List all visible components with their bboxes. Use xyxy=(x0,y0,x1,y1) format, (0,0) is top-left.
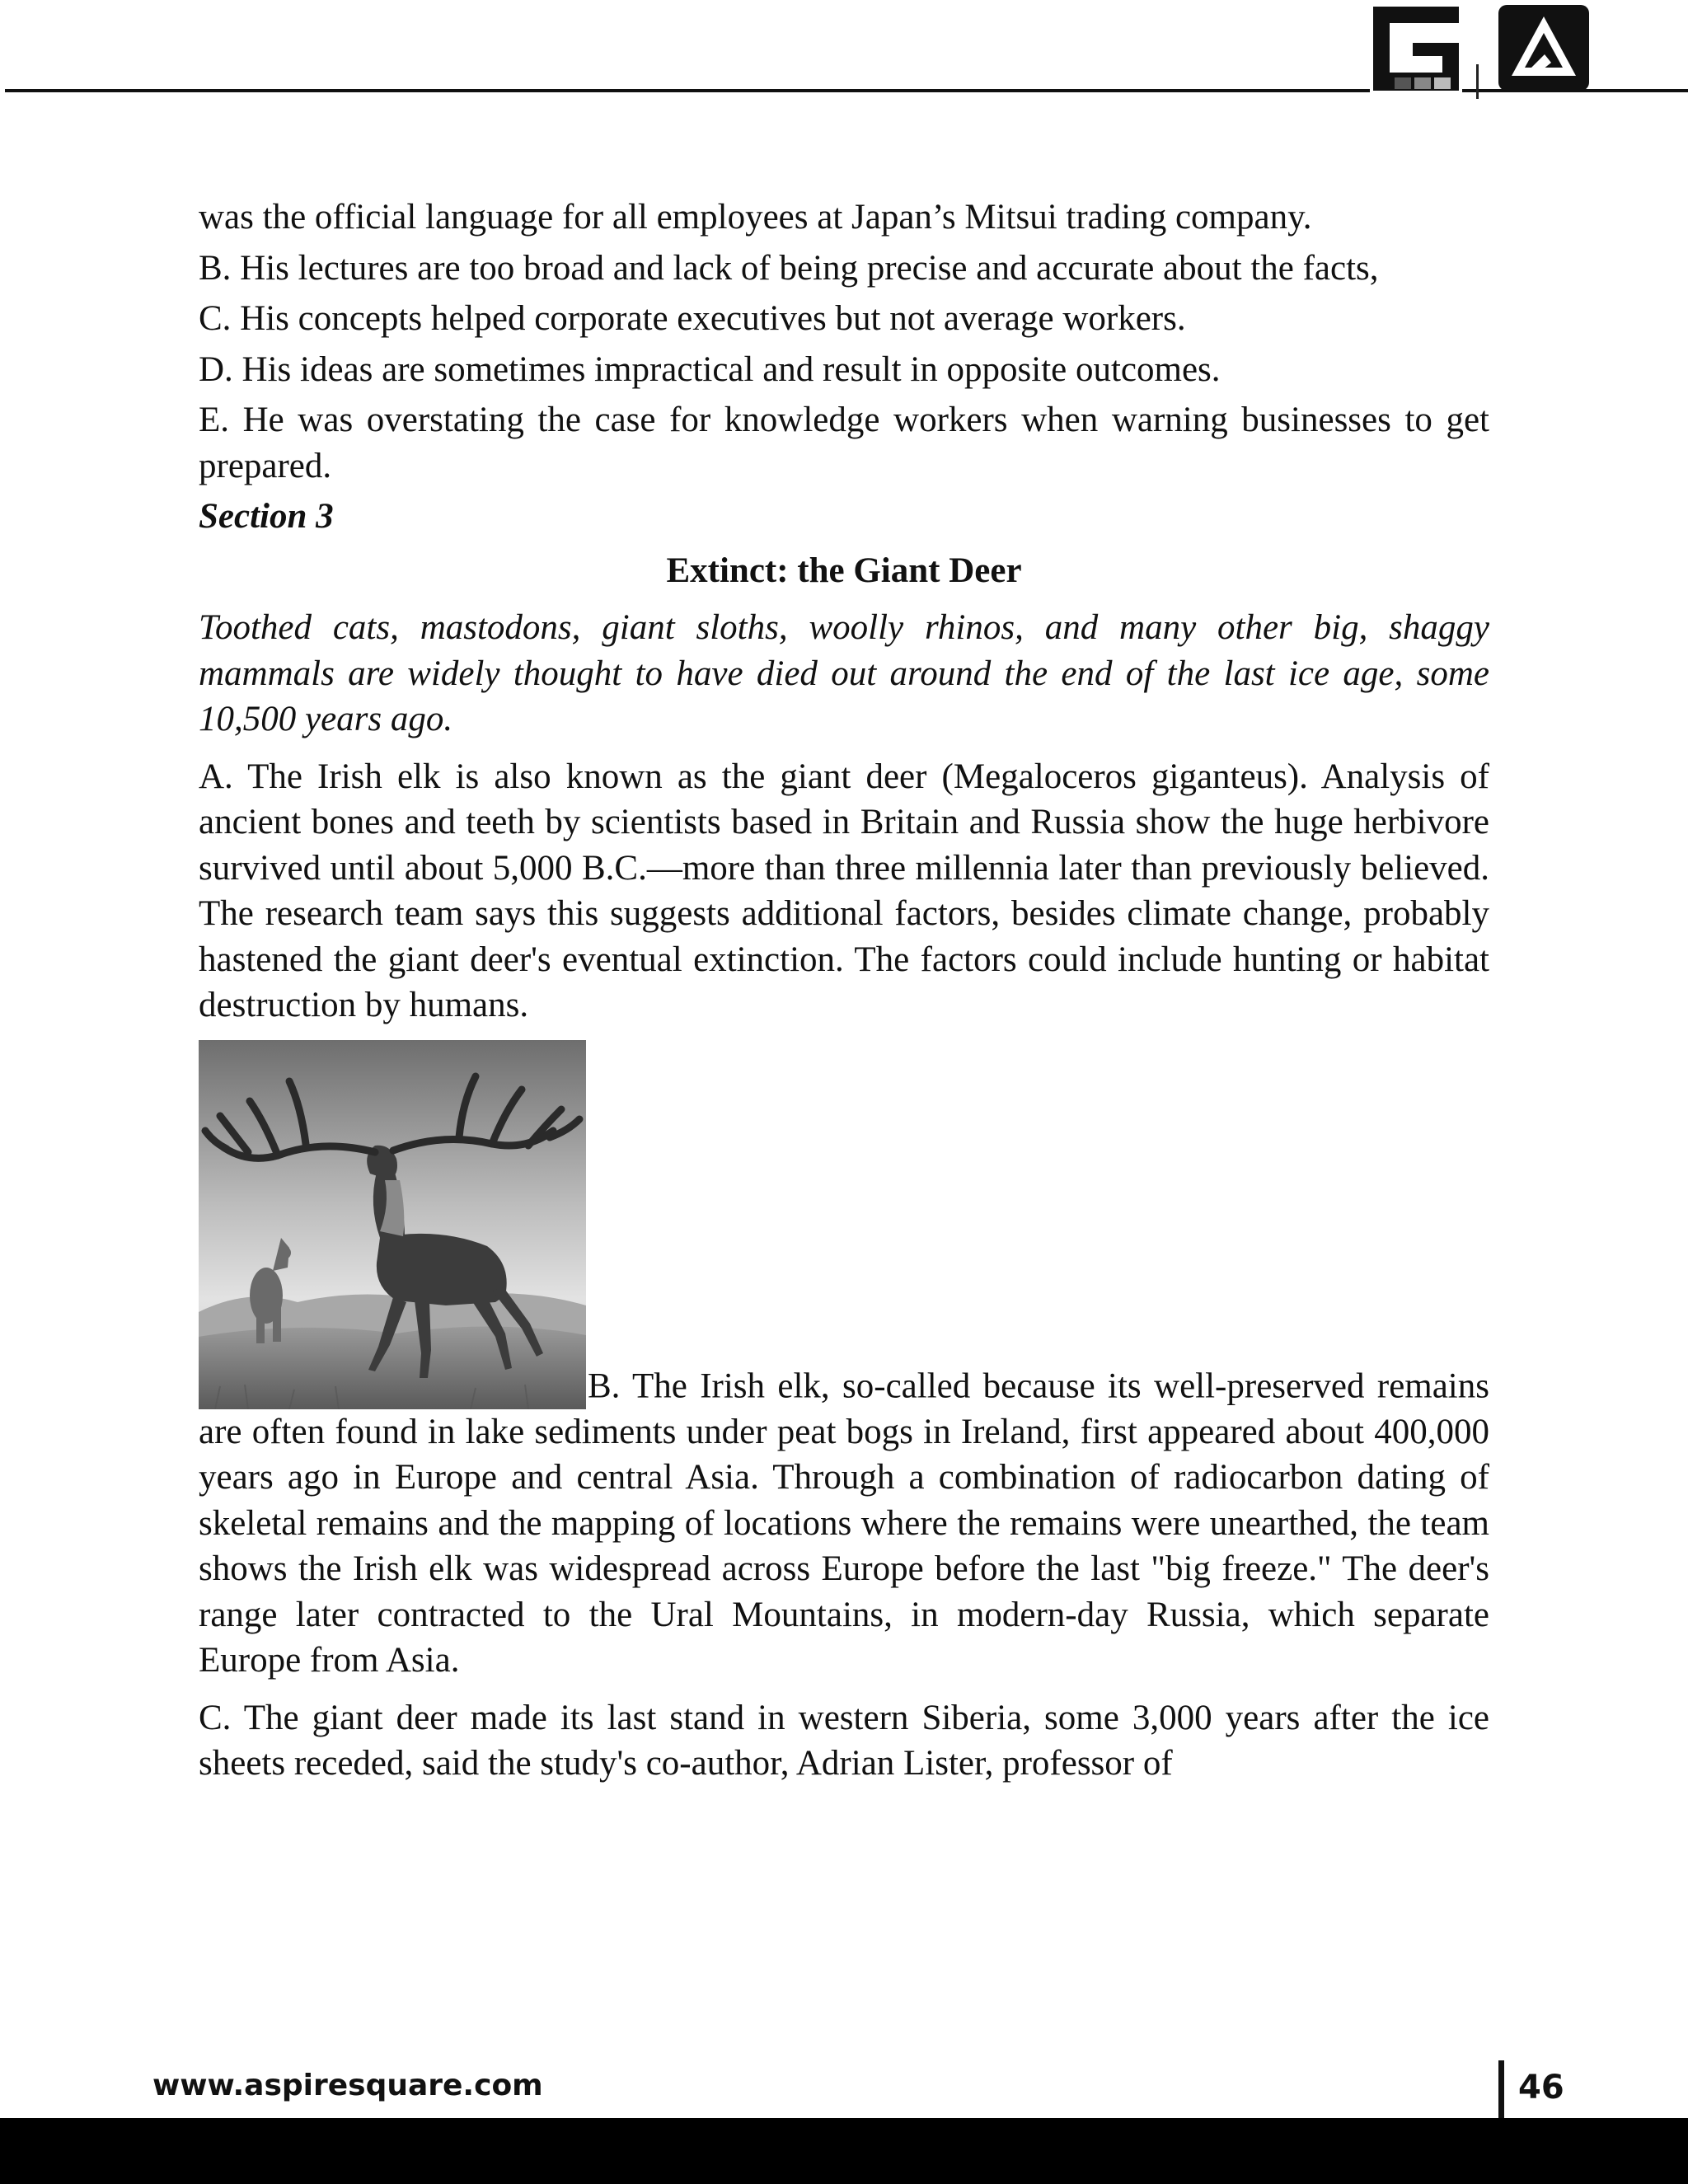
section-label: Section 3 xyxy=(199,497,334,536)
brand-logo-icon xyxy=(1370,3,1462,94)
logo-divider xyxy=(1476,64,1479,99)
triangle-logo-icon xyxy=(1498,5,1589,91)
footer-url: www.aspiresquare.com xyxy=(152,2069,543,2102)
paragraph-b-wrapper xyxy=(199,1040,1489,1684)
page-number: 46 xyxy=(1518,2069,1564,2107)
page-content xyxy=(199,194,1489,1798)
answer-option-c: C. His concepts helped corporate executives but not average workers. xyxy=(199,299,1186,338)
continuation-text: was the official language for all employees at Japan’s Mitsui trading company. xyxy=(199,198,1312,237)
answer-option-b: B. His lectures are too broad and lack of being precise and accurate about the facts, xyxy=(199,248,1379,288)
article-title: Extinct: the Giant Deer xyxy=(666,551,1022,590)
answer-option-d: D. His ideas are sometimes impractical and result in opposite outcomes. xyxy=(199,349,1221,389)
footer-band xyxy=(0,2118,1688,2184)
paragraph-b: B. The Irish elk, so-called because its well-preserved remains are often found in lake sediments under peat bogs in Ireland, first appeared about 400,000 years ago in Europe and central Asia. Through a combination of radiocarbon dating of skeletal remains and the mapping of locations where the remains were unearthed, the team shows the Irish elk was widespread across Europe before the last "big freeze." The deer's range later contracted to the Ural Mountains, in modern-day Russia, which separate Europe from Asia. xyxy=(199,1366,1489,1680)
answer-option-e: E. He was overstating the case for knowledge workers when warning businesses to get prepared. xyxy=(199,401,1489,485)
paragraph-c: C. The giant deer made its last stand in western Siberia, some 3,000 years after the ice sheets receded, said the study's co-author, Adrian Lister, professor of xyxy=(199,1698,1489,1783)
paragraph-a: A. The Irish elk is also known as the giant deer (Megaloceros giganteus). Analysis of ancient bones and teeth by scientists based in Britain and Russia show the huge herbivore survived until about 5,000 B.C.—more than three millennia later than previously believed. The research team says this suggests additional factors, besides climate change, probably hastened the giant deer's eventual extinction. The factors could include hunting or habitat destruction by humans. xyxy=(199,757,1489,1024)
giant-deer-image xyxy=(199,1040,586,1409)
footer-divider xyxy=(1498,2060,1504,2123)
article-intro: Toothed cats, mastodons, giant sloths, woolly rhinos, and many other big, shaggy mammals are widely thought to have died out around the end of the last ice age, some 10,500 years ago. xyxy=(199,608,1489,738)
